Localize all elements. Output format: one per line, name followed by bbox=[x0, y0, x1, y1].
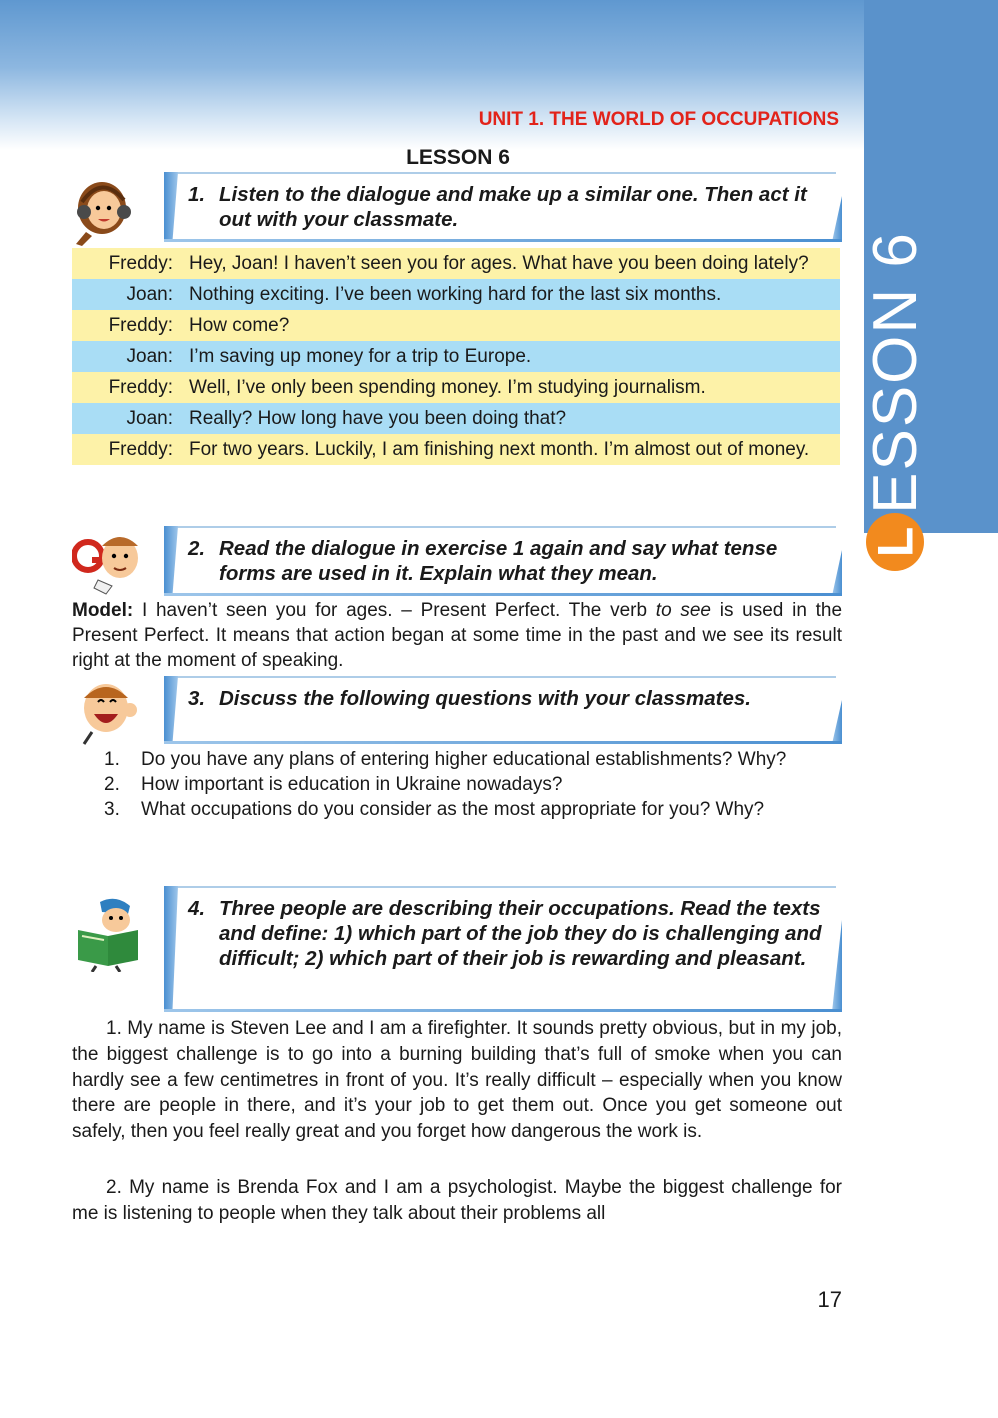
model-italic-verb: to see bbox=[655, 600, 711, 621]
discussion-questions bbox=[104, 747, 842, 822]
model-label: Model: bbox=[72, 600, 134, 621]
side-tab-letter-badge bbox=[866, 513, 924, 571]
task-4-number: 4. bbox=[188, 897, 206, 920]
dialogue-line: Nothing exciting. I’ve been working hard for the last six months. bbox=[189, 284, 722, 305]
task-1 bbox=[72, 172, 842, 242]
question-text: Do you have any plans of entering higher educational establishments? Why? bbox=[141, 749, 787, 770]
question-number: 1. bbox=[104, 749, 120, 770]
side-tab-label bbox=[860, 230, 930, 514]
list-item bbox=[104, 747, 842, 772]
paragraph-firefighter: 1. My name is Steven Lee and I am a firefighter. It sounds pretty obvious, but in my job, the biggest challenge is to go into a burning building that’s full of smoke when you can hardly see a few centimetres in front of you. It’s really difficult – especially when you know there are people in there, and it’s your job to get them out. Once you get someone out safely, then you feel really great and you forget how dangerous the work is. bbox=[72, 1018, 842, 1143]
unit-title: UNIT 1. THE WORLD OF OCCUPATIONS bbox=[478, 109, 839, 130]
dialogue-line: I’m saving up money for a trip to Europe. bbox=[189, 346, 532, 367]
question-text: How important is education in Ukraine nowadays? bbox=[141, 774, 563, 795]
boy-reading-book-icon bbox=[72, 896, 152, 972]
dialogue-line: For two years. Luckily, I am finishing next month. I’m almost out of money. bbox=[189, 439, 810, 460]
side-tab-letter: L bbox=[866, 526, 923, 558]
model-text-before: I haven’t seen you for ages. – Present Perfect. The verb bbox=[141, 600, 648, 621]
task-3-text: Discuss the following questions with your classmates. bbox=[219, 687, 751, 710]
speaker: Freddy: bbox=[108, 439, 173, 460]
dialogue-row bbox=[72, 372, 840, 403]
task-2 bbox=[72, 526, 842, 596]
girl-headphones-icon bbox=[72, 172, 152, 248]
page-number: 17 bbox=[817, 1287, 842, 1312]
question-text: What occupations do you consider as the most appropriate for you? Why? bbox=[141, 799, 765, 820]
dialogue-row bbox=[72, 310, 840, 341]
dialogue-row bbox=[72, 403, 840, 434]
dialogue-line: Hey, Joan! I haven’t seen you for ages. What have you been doing lately? bbox=[189, 253, 809, 274]
task-3-number: 3. bbox=[188, 687, 206, 710]
dialogue-row bbox=[72, 341, 840, 372]
speaker: Freddy: bbox=[108, 315, 173, 336]
question-number: 3. bbox=[104, 799, 120, 820]
list-item bbox=[104, 772, 842, 797]
task-2-number: 2. bbox=[188, 537, 206, 560]
model-example bbox=[72, 598, 842, 673]
lesson-title: LESSON 6 bbox=[406, 146, 510, 169]
boy-thinking-icon bbox=[72, 526, 152, 602]
task-2-text: Read the dialogue in exercise 1 again and say what tense forms are used in it. Explain what they mean. bbox=[219, 537, 778, 585]
task-4-text: Three people are describing their occupations. Read the texts and define: 1) which part of the job they do is challenging and difficult; 2) which part of their job is rewarding and pleasant. bbox=[219, 897, 822, 970]
speaker: Joan: bbox=[126, 284, 173, 305]
dialogue-table bbox=[72, 248, 840, 465]
speaker: Freddy: bbox=[108, 377, 173, 398]
dialogue-row bbox=[72, 434, 840, 465]
paragraph-psychologist: 2. My name is Brenda Fox and I am a psychologist. Maybe the biggest challenge for me is listening to people when they talk about their problems all bbox=[72, 1177, 842, 1224]
dialogue-line: Well, I’ve only been spending money. I’m studying journalism. bbox=[189, 377, 706, 398]
side-tab-text: ESSON 6 bbox=[860, 230, 930, 514]
task-3 bbox=[72, 676, 842, 744]
task-1-text: Listen to the dialogue and make up a similar one. Then act it out with your classmate. bbox=[219, 183, 807, 231]
model-text-after: is used in the Present Perfect. It means that action began at some time in the past and we see its result right at the moment of speaking. bbox=[72, 600, 843, 671]
speaker: Joan: bbox=[126, 408, 173, 429]
list-item bbox=[104, 797, 842, 822]
dialogue-row bbox=[72, 279, 840, 310]
dialogue-line: How come? bbox=[189, 315, 290, 336]
dialogue-line: Really? How long have you been doing that? bbox=[189, 408, 567, 429]
speaker: Freddy: bbox=[108, 253, 173, 274]
boy-laughing-icon bbox=[72, 676, 152, 752]
question-number: 2. bbox=[104, 774, 120, 795]
speaker: Joan: bbox=[126, 346, 173, 367]
task-1-number: 1. bbox=[188, 183, 206, 206]
dialogue-row bbox=[72, 248, 840, 279]
task-4 bbox=[72, 886, 842, 1012]
